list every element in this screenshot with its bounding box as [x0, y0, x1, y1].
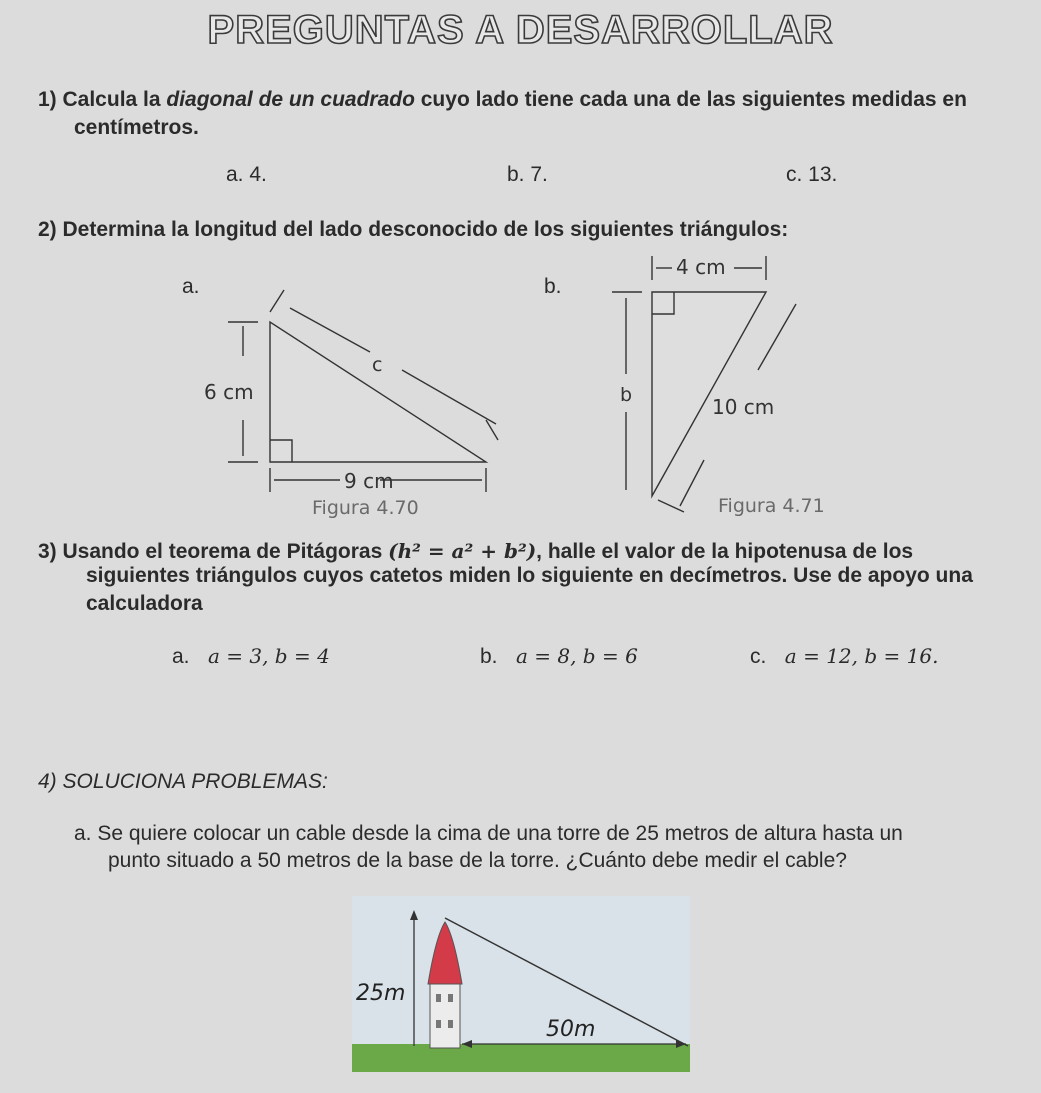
- q3-option-c: [750, 644, 938, 669]
- q1-option-b: b. 7.: [507, 163, 548, 186]
- q3-option-a-label: a.: [172, 645, 190, 668]
- tower-height-label: 25m: [356, 981, 406, 1006]
- q3-option-b: [480, 644, 638, 669]
- page-title: PREGUNTAS A DESARROLLAR: [207, 8, 834, 52]
- q3-option-b-expr: a = 8, b = 6: [515, 644, 638, 668]
- q1-option-c: c. 13.: [786, 163, 838, 186]
- question-4a-line-1: a. Se quiere colocar un cable desde la cima de una torre de 25 metros de altura hasta un: [74, 822, 903, 845]
- figure-4-70-caption: Figura 4.70: [312, 497, 419, 519]
- side-hyp-label: 10 cm: [712, 395, 775, 419]
- tower-illustration: [352, 896, 690, 1072]
- side-height-label: 6 cm: [204, 380, 254, 404]
- fig-a-label: a.: [182, 275, 200, 298]
- question-1-text-pre: 1) Calcula la: [38, 88, 167, 111]
- question-4a-line-2: punto situado a 50 metros de la base de la torre. ¿Cuánto debe medir el cable?: [108, 849, 847, 872]
- question-3-line-2: siguientes triángulos cuyos catetos miden lo siguiente en decímetros. Use de apoyo una: [86, 564, 973, 587]
- question-3-text-pre: 3) Usando el teorema de Pitágoras: [38, 540, 389, 563]
- question-4-heading: 4) SOLUCIONA PROBLEMAS:: [38, 770, 328, 793]
- side-top-label: 4 cm: [676, 255, 726, 279]
- grass-ground: [352, 1044, 690, 1072]
- side-base-label: 9 cm: [344, 469, 394, 493]
- question-1-text-post: cuyo lado tiene cada una de las siguientes medidas en: [414, 88, 967, 111]
- q3-option-c-label: c.: [750, 645, 767, 668]
- triangle-a-shape: [270, 322, 486, 462]
- triangle-b-shape: [652, 292, 766, 496]
- side-c-label: c: [372, 354, 383, 376]
- question-1-line-2: centímetros.: [74, 116, 199, 139]
- tower-base-label: 50m: [546, 1017, 596, 1042]
- tower-body: [430, 980, 460, 1048]
- q3-option-c-expr: a = 12, b = 16.: [784, 644, 939, 668]
- q3-option-b-label: b.: [480, 645, 498, 668]
- fig-b-label: b.: [544, 275, 562, 298]
- pythagoras-formula: (h² = a² + b²): [388, 539, 537, 563]
- q3-option-a-expr: a = 3, b = 4: [207, 644, 330, 668]
- question-3-line-3: calculadora: [86, 592, 203, 615]
- question-2: 2) Determina la longitud del lado desconocido de los siguientes triángulos:: [38, 218, 789, 241]
- q1-option-a: a. 4.: [226, 163, 267, 186]
- side-b-label: b: [620, 384, 633, 406]
- figure-4-71-caption: Figura 4.71: [718, 495, 825, 517]
- question-1-emphasis: diagonal de un cuadrado: [166, 88, 415, 111]
- question-3-text-post: , halle el valor de la hipotenusa de los: [536, 540, 914, 563]
- q3-option-a: [172, 644, 330, 669]
